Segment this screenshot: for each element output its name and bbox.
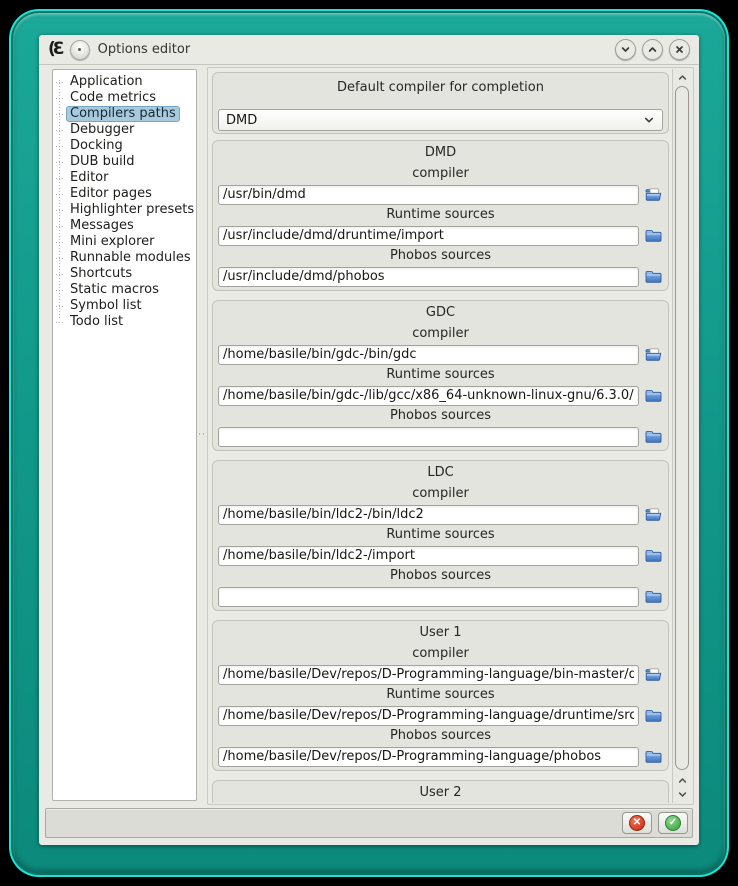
browse-user-1-compiler-button[interactable] xyxy=(644,666,663,683)
group-dmd xyxy=(212,140,669,291)
sidebar-item-todo-list[interactable] xyxy=(55,314,194,330)
options-scroll-area xyxy=(209,68,671,803)
categories-list xyxy=(52,69,197,801)
browse-dmd-runtime-sources-button[interactable] xyxy=(644,227,663,244)
folder-icon xyxy=(645,229,662,243)
open-file-icon xyxy=(645,188,662,202)
field-label: Phobos sources xyxy=(389,728,492,743)
field-row xyxy=(218,746,663,767)
folder-icon xyxy=(645,709,662,723)
sidebar-item-editor[interactable] xyxy=(55,170,194,186)
sidebar-item-highlighter-presets[interactable] xyxy=(55,202,194,218)
statusbar xyxy=(45,808,693,838)
sidebar-item-label: Debugger xyxy=(70,122,135,137)
shade-button[interactable] xyxy=(615,39,636,60)
group-default-compiler xyxy=(212,72,669,134)
open-file-icon xyxy=(645,348,662,362)
sidebar-item-label: Editor pages xyxy=(70,186,152,201)
group-title: DMD xyxy=(424,145,457,160)
default-compiler-value: DMD xyxy=(226,112,258,128)
folder-icon xyxy=(645,270,662,284)
window-controls xyxy=(615,39,690,60)
close-button[interactable] xyxy=(669,39,690,60)
sidebar-item-label: Editor xyxy=(70,170,109,185)
browse-user-1-phobos-sources-button[interactable] xyxy=(644,748,663,765)
sidebar-item-label: Static macros xyxy=(70,282,159,297)
group-title: Default compiler for completion xyxy=(337,80,544,95)
sidebar-item-compilers-paths[interactable] xyxy=(55,106,194,122)
group-title: LDC xyxy=(427,465,454,480)
browse-ldc-compiler-button[interactable] xyxy=(644,506,663,523)
open-file-icon xyxy=(645,508,662,522)
sidebar-item-label: Compilers paths xyxy=(66,106,180,122)
coedit-logo-icon: (Ɛ xyxy=(48,39,62,59)
group-title: User 1 xyxy=(419,625,462,640)
field-row xyxy=(218,344,663,365)
sidebar-item-label: DUB build xyxy=(70,154,135,169)
sidebar-item-docking[interactable] xyxy=(55,138,194,154)
groups-container xyxy=(212,140,669,803)
folder-icon xyxy=(645,590,662,604)
browse-dmd-compiler-button[interactable] xyxy=(644,186,663,203)
browse-gdc-compiler-button[interactable] xyxy=(644,346,663,363)
group-title: User 2 xyxy=(419,785,462,800)
sidebar-item-label: Mini explorer xyxy=(70,234,155,249)
field-row xyxy=(218,545,663,566)
window-menu-button[interactable] xyxy=(70,40,90,60)
folder-icon xyxy=(645,389,662,403)
titlebar[interactable] xyxy=(39,35,699,65)
tree-branch-icon xyxy=(56,162,63,163)
field-label: Phobos sources xyxy=(389,248,492,263)
chevron-up-icon xyxy=(647,44,658,55)
field-label: Runtime sources xyxy=(386,687,495,702)
ldc-compiler-input[interactable] xyxy=(218,505,639,525)
user-1-phobos-sources-input[interactable] xyxy=(218,747,639,767)
tree-branch-icon xyxy=(56,98,63,99)
category-tree xyxy=(55,74,194,330)
sidebar-item-label: Messages xyxy=(70,218,134,233)
field-label: Runtime sources xyxy=(386,367,495,382)
field-label: Runtime sources xyxy=(386,527,495,542)
dmd-runtime-sources-input[interactable] xyxy=(218,226,639,246)
sidebar-item-messages[interactable] xyxy=(55,218,194,234)
tree-branch-icon xyxy=(56,130,63,131)
sidebar-item-label: Symbol list xyxy=(70,298,142,313)
window-title: Options editor xyxy=(97,42,191,57)
group-gdc xyxy=(212,300,669,451)
field-row xyxy=(218,184,663,205)
field-label: compiler xyxy=(412,166,469,181)
group-user-2 xyxy=(212,780,669,803)
chevron-down-icon xyxy=(620,44,631,55)
tree-branch-icon xyxy=(56,242,63,243)
tree-branch-icon xyxy=(56,274,63,275)
sidebar-item-runnable-modules[interactable] xyxy=(55,250,194,266)
sidebar-item-symbol-list[interactable] xyxy=(55,298,194,314)
tree-branch-icon xyxy=(56,146,63,147)
folder-icon xyxy=(645,549,662,563)
options-panel xyxy=(207,67,694,805)
gdc-compiler-input[interactable] xyxy=(218,345,639,365)
group-user-1 xyxy=(212,620,669,771)
dmd-phobos-sources-input[interactable] xyxy=(218,267,639,287)
tree-branch-icon xyxy=(56,290,63,291)
ldc-runtime-sources-input[interactable] xyxy=(218,546,639,566)
scroll-up-button-secondary[interactable] xyxy=(673,773,692,788)
window-frame xyxy=(13,13,725,873)
browse-ldc-phobos-sources-button[interactable] xyxy=(644,588,663,605)
sidebar-item-label: Shortcuts xyxy=(70,266,133,281)
field-row xyxy=(218,504,663,525)
tree-branch-icon xyxy=(56,226,63,227)
splitter-handle[interactable] xyxy=(197,69,207,801)
chevron-down-icon xyxy=(643,114,655,126)
cancel-button[interactable] xyxy=(622,812,652,834)
accept-button[interactable] xyxy=(658,812,688,834)
chevron-up-icon xyxy=(678,776,687,785)
accept-icon: ✓ xyxy=(665,815,681,831)
sidebar-item-application[interactable] xyxy=(55,74,194,90)
gdc-runtime-sources-input[interactable] xyxy=(218,386,639,406)
browse-dmd-phobos-sources-button[interactable] xyxy=(644,268,663,285)
cancel-icon: ✕ xyxy=(629,815,645,831)
sidebar-item-debugger[interactable] xyxy=(55,122,194,138)
scroll-up-button[interactable] xyxy=(673,70,692,85)
chevron-up-icon xyxy=(678,73,687,82)
chevron-down-icon xyxy=(678,790,687,799)
sidebar-item-shortcuts[interactable] xyxy=(55,266,194,282)
dmd-compiler-input[interactable] xyxy=(218,185,639,205)
browse-gdc-phobos-sources-button[interactable] xyxy=(644,428,663,445)
unshade-button[interactable] xyxy=(642,39,663,60)
field-label: compiler xyxy=(412,326,469,341)
sidebar-item-label: Runnable modules xyxy=(70,250,191,265)
sidebar-item-label: Code metrics xyxy=(70,90,157,105)
sidebar-item-label: Todo list xyxy=(70,314,124,329)
sidebar-item-dub-build[interactable] xyxy=(55,154,194,170)
user-1-runtime-sources-input[interactable] xyxy=(218,706,639,726)
tree-branch-icon xyxy=(56,82,63,83)
field-row xyxy=(218,664,663,685)
options-editor-dialog xyxy=(39,35,699,845)
sidebar-item-label: Docking xyxy=(70,138,123,153)
tree-branch-icon xyxy=(56,258,63,259)
group-ldc xyxy=(212,460,669,611)
sidebar-item-static-macros[interactable] xyxy=(55,282,194,298)
scrollbar-thumb[interactable] xyxy=(675,86,689,770)
gdc-phobos-sources-input[interactable] xyxy=(218,427,639,447)
field-row xyxy=(218,426,663,447)
tree-branch-icon xyxy=(56,114,63,115)
tree-branch-icon xyxy=(56,210,63,211)
tree-branch-icon xyxy=(56,178,63,179)
browse-user-1-runtime-sources-button[interactable] xyxy=(644,707,663,724)
field-label: Phobos sources xyxy=(389,408,492,423)
open-file-icon xyxy=(645,668,662,682)
scroll-down-button[interactable] xyxy=(673,787,692,802)
field-row xyxy=(218,225,663,246)
tree-branch-icon xyxy=(56,322,63,323)
sidebar-item-label: Application xyxy=(70,74,143,89)
user-1-compiler-input[interactable] xyxy=(218,665,639,685)
dot-icon xyxy=(78,48,81,51)
sidebar-item-mini-explorer[interactable] xyxy=(55,234,194,250)
field-row xyxy=(218,586,663,607)
field-label: compiler xyxy=(412,486,469,501)
field-label: compiler xyxy=(412,646,469,661)
browse-gdc-runtime-sources-button[interactable] xyxy=(644,387,663,404)
field-label: Phobos sources xyxy=(389,568,492,583)
field-row xyxy=(218,385,663,406)
tree-branch-icon xyxy=(56,194,63,195)
field-row xyxy=(218,266,663,287)
ldc-phobos-sources-input[interactable] xyxy=(218,587,639,607)
folder-icon xyxy=(645,430,662,444)
tree-branch-icon xyxy=(56,306,63,307)
sidebar-item-code-metrics[interactable] xyxy=(55,90,194,106)
group-title: GDC xyxy=(425,305,456,320)
vertical-scrollbar[interactable] xyxy=(672,69,692,803)
splitter-grip-icon: ·· xyxy=(198,430,206,440)
field-label: Runtime sources xyxy=(386,207,495,222)
folder-icon xyxy=(645,750,662,764)
close-icon xyxy=(674,44,685,55)
sidebar-item-editor-pages[interactable] xyxy=(55,186,194,202)
browse-ldc-runtime-sources-button[interactable] xyxy=(644,547,663,564)
default-compiler-select[interactable] xyxy=(218,109,663,131)
sidebar-item-label: Highlighter presets xyxy=(70,202,195,217)
field-row xyxy=(218,705,663,726)
